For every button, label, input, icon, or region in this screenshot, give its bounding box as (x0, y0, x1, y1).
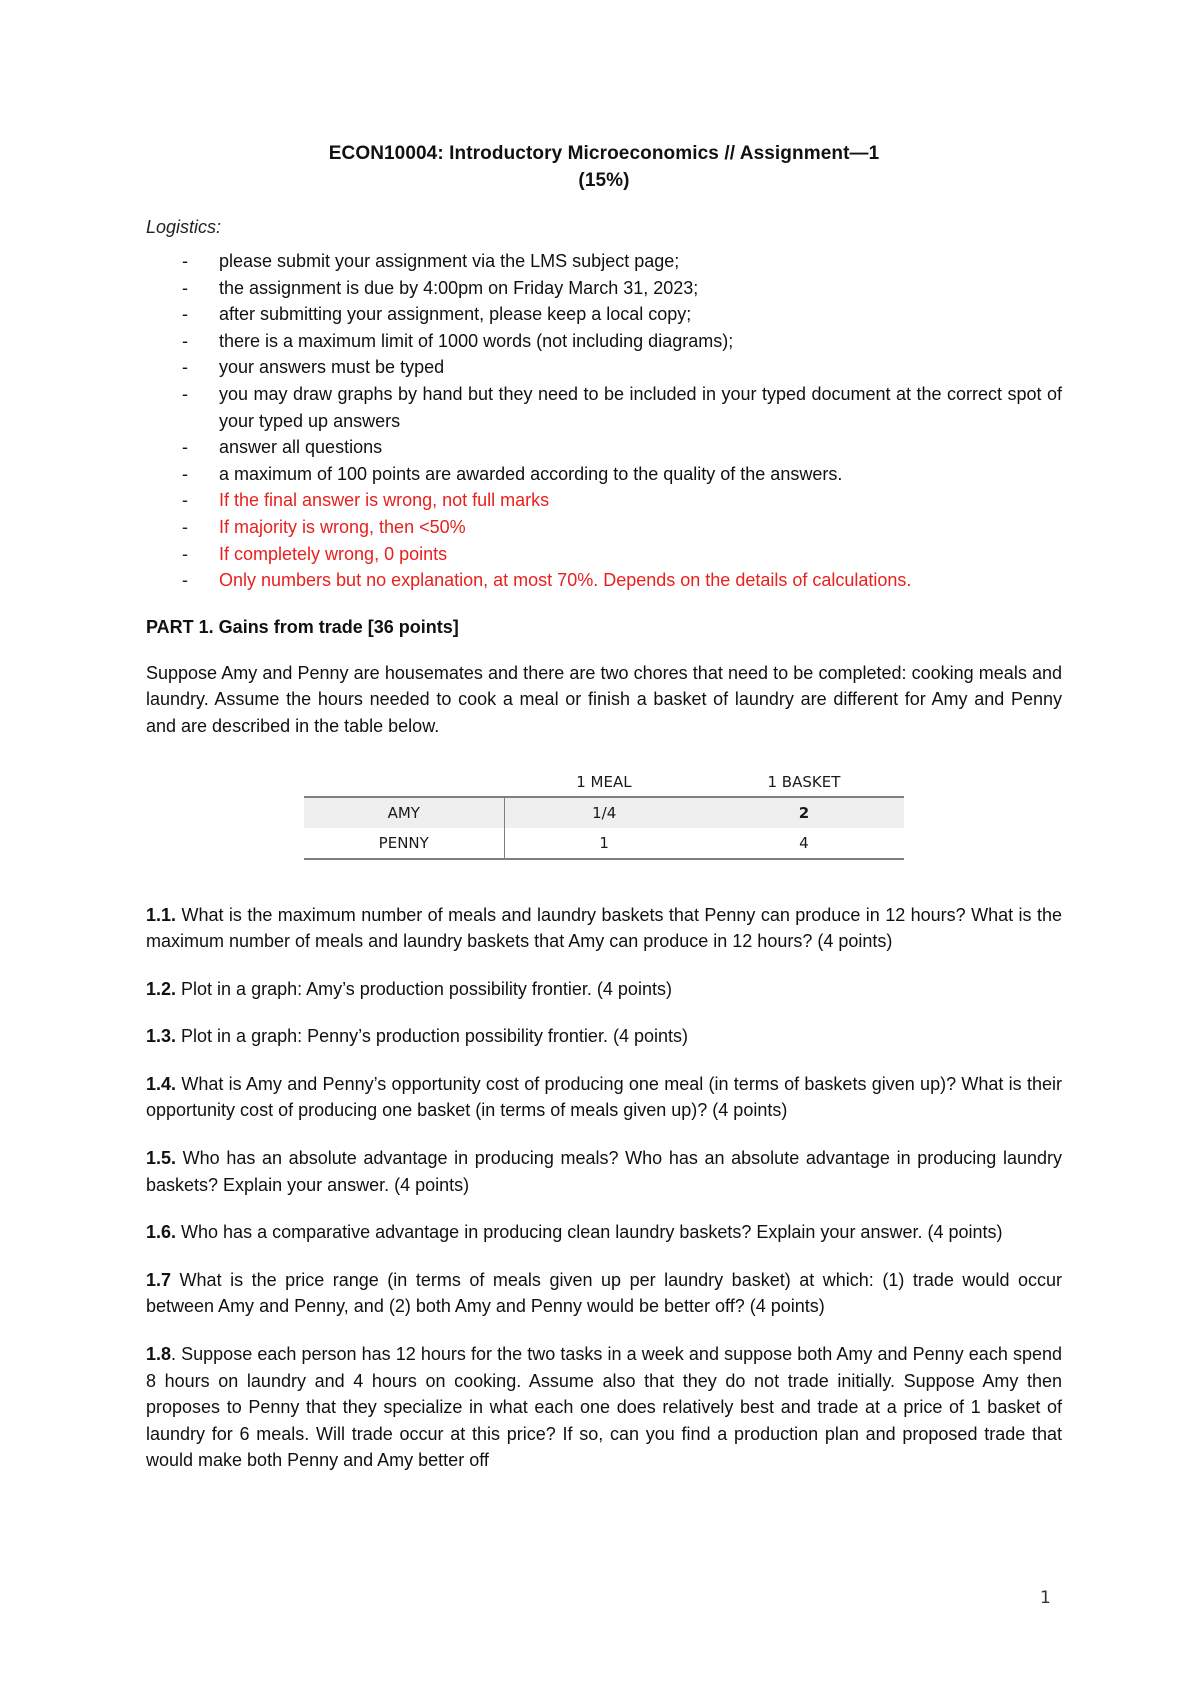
question-1-1 (146, 902, 1062, 955)
meal-hours: 1 (504, 828, 704, 859)
question-1-4 (146, 1071, 1062, 1124)
logistics-item: - there is a maximum limit of 1000 words (not including diagrams); (146, 328, 1062, 355)
basket-hours: 4 (704, 828, 904, 859)
question-1-3 (146, 1023, 1062, 1050)
meal-hours: 1/4 (504, 797, 704, 828)
logistics-item: - after submitting your assignment, please keep a local copy; (146, 301, 1062, 328)
question-text: Plot in a graph: Amy’s production possibility frontier. (4 points) (176, 978, 672, 999)
grading-note: - If the final answer is wrong, not full marks (146, 487, 1062, 514)
part1-heading: PART 1. Gains from trade [36 points] (146, 616, 459, 637)
question-number: 1.1. (146, 904, 177, 925)
table-header-meal: 1 MEAL (504, 768, 704, 797)
table-header-blank (304, 768, 504, 797)
grading-note: - If majority is wrong, then <50% (146, 514, 1062, 541)
title-line-2: (15%) (578, 170, 630, 191)
page-number: 1 (1040, 1588, 1051, 1608)
question-1-7 (146, 1267, 1062, 1320)
question-1-5 (146, 1145, 1062, 1198)
logistics-item: - a maximum of 100 points are awarded according to the quality of the answers. (146, 461, 1062, 488)
table-header-basket: 1 BASKET (704, 768, 904, 797)
question-1-8 (146, 1341, 1062, 1474)
question-text: What is Amy and Penny’s opportunity cost of producing one meal (in terms of baskets given up)? What is their opportunity cost of producing one basket (in terms of meals given up)? (4 points) (146, 1073, 1062, 1121)
logistics-label: Logistics: (146, 217, 222, 237)
row-name: AMY (304, 797, 504, 828)
basket-hours: 2 (704, 797, 904, 828)
document-title (146, 140, 1062, 194)
question-number: 1.6. (146, 1222, 177, 1243)
grading-note: - If completely wrong, 0 points (146, 541, 1062, 568)
table-row (304, 828, 904, 859)
logistics-item: - your answers must be typed (146, 354, 1062, 381)
hours-table-wrapper (304, 768, 904, 860)
question-number: 1.4. (146, 1073, 177, 1094)
question-number: 1.7 (146, 1269, 172, 1290)
question-1-2 (146, 976, 1062, 1003)
question-text: . Suppose each person has 12 hours for the two tasks in a week and suppose both Amy and Penny each spend 8 hours on laundry and 4 hours on cooking. Assume also that they do not trade initially. Suppose Amy then proposes to Penny that they specialize in what each one does relatively best and trade at a price of 1 basket of laundry for 6 meals. Will trade occur at this price? If so, can you find a production plan and proposed trade that would make both Penny and Amy better off (146, 1344, 1062, 1471)
document-page (146, 140, 1062, 1474)
logistics-item: - you may draw graphs by hand but they need to be included in your typed document at the correct spot of your typed up answers (146, 381, 1062, 434)
logistics-list (146, 248, 1062, 594)
question-1-6 (146, 1219, 1062, 1246)
question-text: What is the price range (in terms of meals given up per laundry basket) at which: (1) trade would occur between Amy and Penny, and (2) both Amy and Penny would be better off? (4 points) (146, 1269, 1062, 1317)
question-number: 1.3. (146, 1026, 177, 1047)
table-header-row (304, 768, 904, 797)
question-number: 1.2. (146, 978, 177, 999)
logistics-item: - the assignment is due by 4:00pm on Friday March 31, 2023; (146, 275, 1062, 302)
logistics-item: - answer all questions (146, 434, 1062, 461)
question-text: Who has an absolute advantage in producing meals? Who has an absolute advantage in producing laundry baskets? Explain your answer. (4 points) (146, 1148, 1062, 1195)
table-row (304, 797, 904, 828)
grading-note: - Only numbers but no explanation, at most 70%. Depends on the details of calculations. (146, 567, 1062, 594)
question-number: 1.5. (146, 1148, 177, 1169)
question-text: Plot in a graph: Penny’s production possibility frontier. (4 points) (176, 1026, 688, 1047)
logistics-item: - please submit your assignment via the LMS subject page; (146, 248, 1062, 275)
question-text: Who has a comparative advantage in producing clean laundry baskets? Explain your answer. (4 points) (176, 1222, 1003, 1243)
question-number: 1.8 (146, 1344, 172, 1365)
title-line-1: ECON10004: Introductory Microeconomics // Assignment—1 (328, 143, 880, 164)
row-name: PENNY (304, 828, 504, 859)
hours-table (304, 768, 904, 860)
intro-paragraph: Suppose Amy and Penny are housemates and there are two chores that need to be completed: cooking meals and laundry. Assume the hours needed to cook a meal or finish a basket of laundry are different for Amy and Penny and are described in the table below. (146, 662, 1062, 736)
question-text: What is the maximum number of meals and laundry baskets that Penny can produce in 12 hours? What is the maximum number of meals and laundry baskets that Amy can produce in 12 hours? (4 points) (146, 904, 1062, 952)
